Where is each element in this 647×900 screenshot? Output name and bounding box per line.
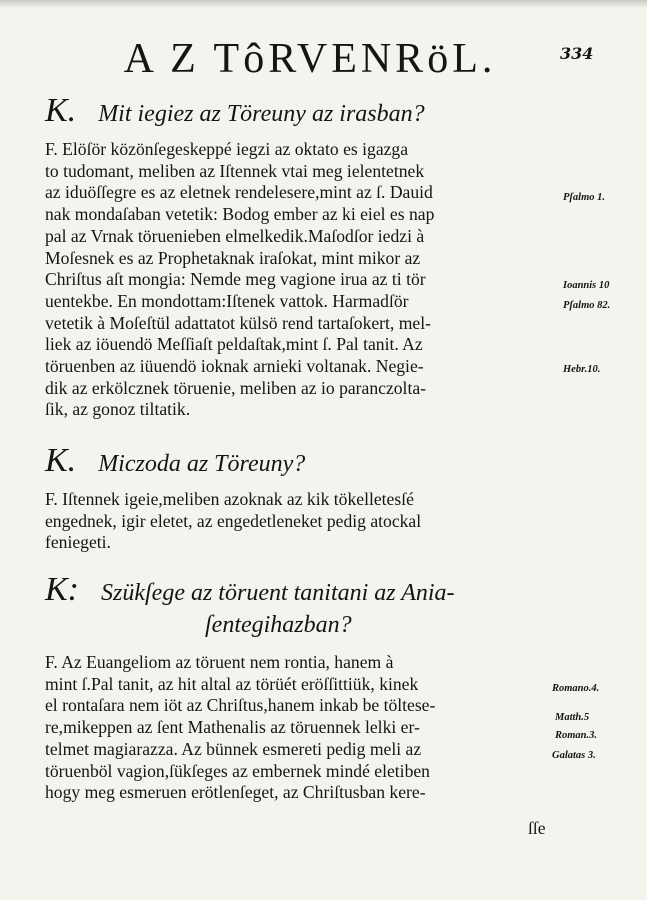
text-line: nak mondaſaban vetetik: Bodog ember az ki eiel es nap bbox=[45, 204, 435, 225]
text-line: telmet magiarazza. Az bünnek esmereti pedig meli az bbox=[45, 738, 422, 759]
question-letter: K. bbox=[45, 92, 77, 129]
text-line: az iduöſſegre es az eletnek rendelesere,mint az ſ. Dauid bbox=[45, 182, 433, 203]
question-letter: K: bbox=[45, 571, 79, 608]
text-line: pal az Vrnak töruenieben elmelkedik.Maſodſor iedzi à bbox=[45, 225, 425, 246]
question-1 bbox=[45, 92, 425, 130]
text-line: feniegeti. bbox=[45, 532, 111, 553]
question-3 bbox=[45, 571, 455, 609]
question-letter: K. bbox=[45, 442, 77, 479]
question-text: Szükſege az töruent tanitani az Ania- bbox=[101, 580, 455, 606]
text-line: mint ſ.Pal tanit, az hit altal az törüét eröſſittiük, kinek bbox=[45, 673, 419, 694]
text-line: F. Iſtennek igeie,meliben azoknak az kik tökelletesſé bbox=[45, 489, 414, 509]
text-line: F. Elöſör közönſegeskeppé iegzi az oktato es igazga bbox=[45, 139, 409, 159]
margin-note: Roman.3. bbox=[555, 730, 598, 741]
text-line: engednek, igir eletet, az engedetleneket pedig atockal bbox=[45, 510, 422, 531]
catchword: ſſe bbox=[528, 818, 546, 838]
text-line: dik az erkölcznek töruenie, meliben az io paranczolta- bbox=[45, 377, 427, 398]
margin-note: Ioannis 10 bbox=[563, 280, 610, 291]
text-line: vetetik à Moſeſtül adattatot külsö rend tartaſokert, mel- bbox=[45, 312, 431, 333]
page-number: 334 bbox=[560, 44, 594, 63]
margin-note: Pſalmo 1. bbox=[563, 192, 605, 203]
text-line: F. Az Euangeliom az töruent nem rontia, hanem à bbox=[45, 652, 394, 672]
text-line: to tudomant, meliben az Iſtennek vtai meg ielentetnek bbox=[45, 160, 425, 181]
margin-note: Matth.5 bbox=[555, 712, 590, 723]
text-line: töruenböl vagion,ſükſeges az embernek mindé eletiben bbox=[45, 760, 430, 781]
margin-note: Hebr.10. bbox=[563, 364, 601, 375]
text-line: re,mikeppen az ſent Mathenalis az töruennek lelki er- bbox=[45, 717, 420, 738]
text-line: liek az iöuendö Meſſiaſt peldaſtak,mint ſ. Pal tanit. Az bbox=[45, 334, 423, 355]
page-edge-shadow bbox=[0, 0, 647, 8]
text-line: hogy meg esmeruen erötlenſeget, az Chriſtusban kere- bbox=[45, 782, 426, 803]
margin-note: Romano.4. bbox=[552, 683, 600, 694]
question-text: Miczoda az Töreuny? bbox=[98, 451, 306, 477]
text-line: ſik, az gonoz tiltatik. bbox=[45, 399, 191, 420]
text-line: Chriſtus aſt mongia: Nemde meg vagione irua az ti tör bbox=[45, 269, 426, 290]
text-line: Moſesnek es az Prophetaknak iraſokat, mint mikor az bbox=[45, 247, 421, 268]
question-text-continuation: ſentegihazban? bbox=[205, 612, 352, 638]
text-line: töruenben az iüuendö ioknak arnieki voltanak. Negie- bbox=[45, 356, 424, 376]
page-title: A Z TôRVENRöL. bbox=[123, 36, 497, 82]
question-2 bbox=[45, 442, 305, 480]
margin-note: Galatas 3. bbox=[552, 750, 596, 761]
margin-note: Pſalmo 82. bbox=[563, 300, 611, 311]
text-line: uentekbe. En mondottam:Iſtenek vattok. Harmadſör bbox=[45, 290, 409, 311]
text-line: el rontaſara nem iöt az Chriſtus,hanem inkab be töltese- bbox=[45, 695, 436, 716]
question-text: Mit iegiez az Töreuny az irasban? bbox=[98, 101, 425, 127]
